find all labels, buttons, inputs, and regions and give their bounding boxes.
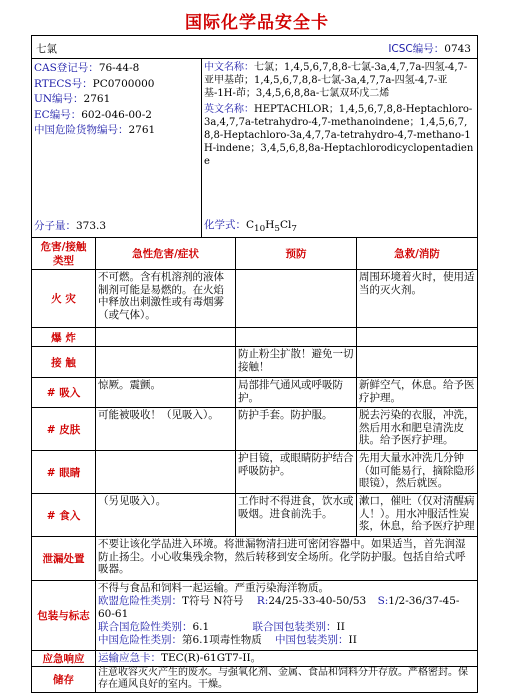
chemical-name: 七氯 [36,43,57,55]
packaging-label [32,581,96,650]
cas-value: 76-44-8 [98,62,140,74]
emergency-card-label: 运输应急卡： [98,652,161,664]
ingestion-aid: 漱口，催吐（仅对清醒病人！）。用水冲服活性炭浆，休息，给予医疗护理 [359,495,475,532]
fire-acute: 不可燃。含有机溶剂的液体制剂可能是易燃的。在火焰中释放出刺激性或有毒烟雾（或气体）。 [96,270,236,327]
ec-value: 602-046-00-2 [81,108,152,121]
en-name-text: HEPTACHLOR；1,4,5,6,7,8,8-Heptachloro-3a,4,7,7a-tetrahydro-4,7-methanoindene；1,4,5,6,7,8,8-Heptachloro-3a,4,7,7a-tetrahydro-4,7-methano-1H-indene；3,4,5,6,8,8a-Heptachlorodicyclopentadiene [204,103,474,168]
explosion-acute [96,328,236,346]
explosion-prevention [236,328,357,346]
identifiers-cell [32,59,202,237]
skin-acute: 可能被吸收！（见吸入）。 [96,408,236,450]
packaging-content [96,581,477,650]
formula-h-count: 5 [274,224,280,234]
icsc-number [388,41,471,56]
cn-dangerous-goods-label: 中国危险货物编号： [34,124,129,136]
rtecs-label: RTECS号： [34,77,93,90]
names-cell [202,59,477,237]
contact-label [32,347,96,377]
row-explosion [32,328,477,347]
row-emergency [32,651,477,667]
fire-prevention [236,270,357,327]
formula-cl: Cl [279,218,292,231]
col-first-aid-label: 急救/消防 [394,248,440,260]
storage-label-text: 储存 [53,673,74,686]
header-row [32,36,477,59]
formula-h: H [265,218,275,231]
storage-label [32,666,96,692]
row-spill [32,537,477,581]
r-phrase-label: R: [256,595,269,607]
s-phrase-label: S: [377,595,389,607]
cn-packing-group-value: II [348,634,357,646]
en-name-label: 英文名称： [204,103,254,115]
cn-packing-group-label: 中国包装类别： [275,634,349,646]
col-prevention-label: 预防 [285,248,307,260]
formula-c-count: 10 [254,224,266,234]
un-packing-group-label: 联合国包装类别： [252,621,337,633]
spill-label-text: 泄漏处置 [42,553,85,565]
identification-row [32,59,477,238]
cn-dangerous-goods-value: 2761 [128,124,156,136]
row-fire [32,270,477,328]
row-inhalation [32,378,477,408]
eyes-prevention: 护目镜，或眼睛防护结合呼吸防护。 [236,451,357,493]
eyes-acute [96,451,236,493]
cas-label: CAS登记号： [34,62,99,74]
col-type [32,238,96,269]
packaging-line1: 不得与食品和饲料一起运输。严重污染海洋物质。 [98,582,329,594]
inhalation-prevention: 局部排气通风或呼吸防护。 [236,378,357,407]
formula [204,217,297,234]
cn-name-label: 中文名称： [204,62,254,73]
row-eyes [32,451,477,494]
column-header-row [32,238,477,270]
emergency-label [32,651,96,666]
packaging-label-text: 包装与标志 [37,610,90,622]
ec-label: EC编号： [34,108,82,121]
contact-label-text: 接 触 [51,356,76,369]
contact-aid [357,347,477,377]
ingestion-label [32,494,96,536]
col-acute-label: 急性危害/症状 [132,248,199,260]
eyes-label [32,451,96,493]
emergency-content [96,651,477,666]
row-contact [32,347,477,378]
explosion-label [32,328,96,346]
formula-c: C [246,218,255,231]
eu-hazard-value: T符号 N符号 [182,595,244,607]
molecular-weight-label: 分子量： [34,220,76,232]
contact-acute [96,347,236,377]
inhalation-aid: 新鲜空气，休息。给予医疗护理。 [359,379,475,404]
cn-name-text: 七氯；1,4,5,6,7,8,8-七氯-3a,4,7,7a-四氢-4,7-亚甲基茚；1,4,5,6,7,8,8-七氯-3a,4,7,7a-四氢-4,7-亚基-1H-茚；3,4,5,6,8,8a-七氯双环戊二烯 [204,62,468,100]
un-hazard-class-label: 联合国危险性类别： [98,621,193,633]
skin-label-text: # 皮肤 [46,423,81,436]
col-first-aid [357,238,477,269]
skin-prevention: 防护手套。防护服。 [236,408,357,450]
storage-text: 注意收容灭火产生的废水。与强氧化剂、金属、食品和饲料分开存放。严格密封。保存在通风良好的室内。干燥。 [98,667,468,690]
row-skin [32,408,477,451]
un-hazard-class-value: 6.1 [192,621,210,633]
eyes-aid: 先用大量水冲洗几分钟（如可能易行，摘除隐形眼镜），然后就医。 [359,452,475,489]
formula-label: 化学式： [204,218,246,231]
cn-hazard-class-value: 第6.1项毒性物质 [182,634,262,646]
spill-text: 不要让该化学品进入环境。将泄漏物清扫进可密闭容器中。如果适当，首先润湿防止扬尘。小心收集残余物，然后转移到安全场所。化学防护服。包括自给式呼吸器。 [98,538,466,575]
row-ingestion [32,494,477,537]
eu-hazard-label: 欧盟危险性类别： [98,595,182,607]
ingestion-acute: （另见吸入）。 [96,494,236,536]
formula-cl-count: 7 [291,224,297,234]
fire-label [32,270,96,327]
col-prevention [236,238,357,269]
explosion-aid [357,328,477,346]
inhalation-acute: 惊厥。震颤。 [96,378,236,407]
fire-aid: 周围环境着火时，使用适当的灭火剂。 [359,271,475,296]
un-packing-group-value: II [336,621,345,633]
cn-hazard-class-label: 中国危险性类别： [98,634,182,646]
inhalation-label [32,378,96,407]
ingestion-label-text: # 食入 [46,509,81,522]
r-phrase-value: 24/25-33-40-50/53 [268,595,367,607]
emergency-label-text: 应急响应 [42,653,85,665]
fire-label-text: 火 灾 [51,293,76,305]
icsc-label: ICSC编号： [388,43,445,55]
skin-label [32,408,96,450]
storage-row [31,666,478,693]
col-acute [96,238,236,269]
spill-label [32,537,96,580]
rtecs-value: PC0700000 [92,77,155,90]
icsc-value: 0743 [444,43,471,55]
contact-prevention: 防止粉尘扩散！避免一切接触！ [236,347,357,377]
eyes-label-text: # 眼睛 [46,466,81,479]
inhalation-label-text: # 吸入 [46,387,81,399]
card-title: 国际化学品安全卡 [185,13,329,33]
molecular-weight-value: 373.3 [76,220,107,232]
explosion-label-text: 爆 炸 [51,331,76,344]
ingestion-prevention: 工作时不得进食，饮水或吸烟。进食前洗手。 [236,494,357,536]
skin-aid: 脱去污染的衣服，冲洗，然后用水和肥皂清洗皮肤。给予医疗护理。 [359,409,475,446]
s-phrase-value: 1/2-36/37-45-60-61 [98,595,460,620]
emergency-card-value: TEC(R)-61GT7-II。 [161,652,262,664]
col-type-label: 危害/接触类型 [40,240,87,267]
safety-card [31,35,478,667]
row-packaging [32,581,477,651]
un-value: 2761 [83,93,111,105]
un-label: UN编号： [34,93,84,105]
